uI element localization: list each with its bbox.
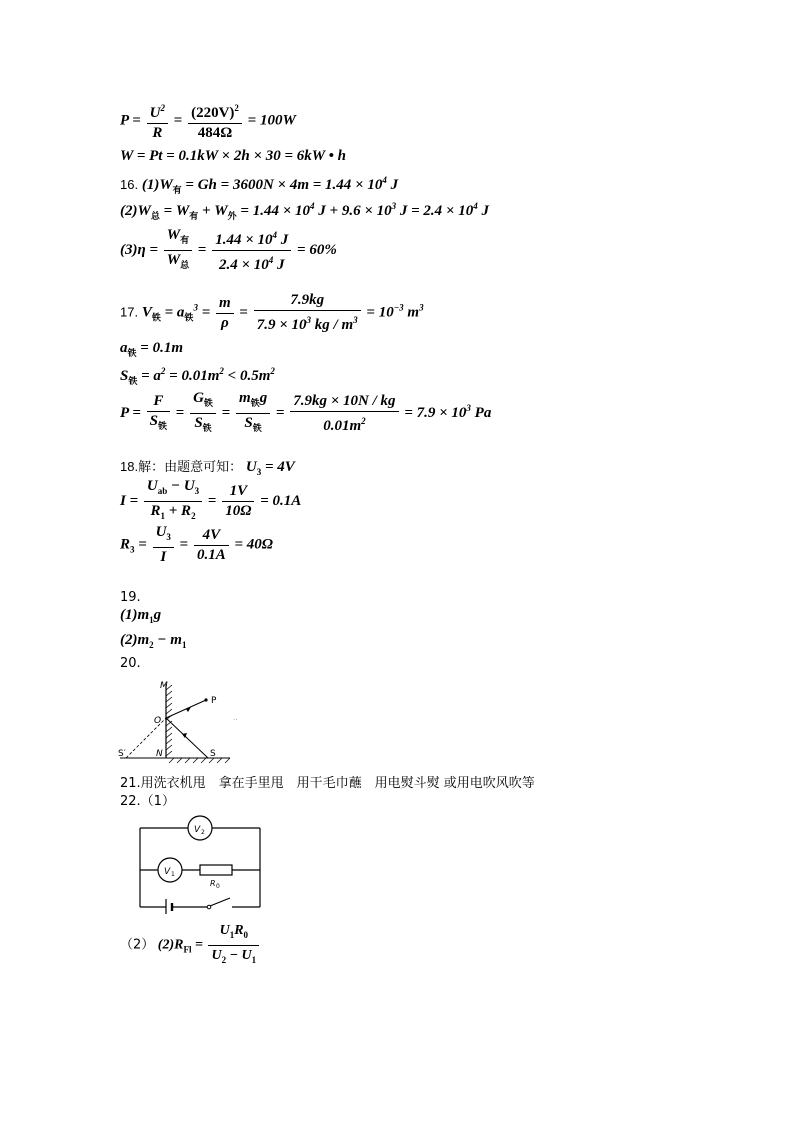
v2-sub: 2 <box>201 829 205 836</box>
circuit-diagram <box>136 814 266 914</box>
q19-line1: $(1)m_1g$ <box>120 607 162 625</box>
q17-line2: $a_铁 = 0.1m$ <box>120 340 183 358</box>
mirror-reflection-diagram <box>118 676 258 766</box>
fraction-current-formula: $\frac{U_{ab} - U_3}{R_1 + R_2}$ <box>144 478 202 525</box>
work-equation: W = Pt = 0.1kW × 2h × 30 = 6kW • h <box>120 148 346 164</box>
fraction-1v-over-10ohm: $\frac{1V}{10\Omega}$ <box>222 483 254 520</box>
fraction-u2-over-r: $\frac{U^2}{R}$ <box>147 100 168 142</box>
q19-line2: $(2)m_2 - m_1$ <box>120 632 187 650</box>
q17-line3: $S_铁 = a^2 = 0.01m^2 < 0.5m^2$ <box>120 366 275 386</box>
fraction-volume-values: $\frac{7.9kg}{7.9 \times 10^3 kg / m^3}$ <box>254 292 361 334</box>
fraction-efficiency-values: $\frac{1.44 \times 10^4 J}{2.4 \times 10^4 J}$ <box>212 227 291 274</box>
label-p: P <box>211 696 217 706</box>
power-equation: P = $\frac{U^2}{R}$ = $\frac{(220V)^2}{484\Omega}$ = 100W <box>120 100 296 142</box>
v1-sub: 1 <box>171 871 175 878</box>
q22-line2: （2） $(2)R_{Fl}$ = $\frac{U_1R_0}{U_2 - U_1}$ <box>120 922 261 969</box>
q18-line2: I = $\frac{U_{ab} - U_3}{R_1 + R_2}$ = $\frac{1V}{10\Omega}$ = 0.1A <box>120 478 301 525</box>
point-p <box>204 698 207 701</box>
q22-number: 22.（1） <box>120 794 175 809</box>
switch-lever <box>210 898 230 906</box>
q18-line1: 18.解：由题意可知： $U_3 = 4V$ <box>120 459 295 477</box>
label-n: N <box>156 749 163 759</box>
q16-line1: 16. $(1)W_有 = Gh = 3600N \times 4m = 1.44 \times 10^4$ J <box>120 175 399 195</box>
label-o: O <box>154 716 162 726</box>
q17-line4: P = $\frac{F}{S_铁}$ = $\frac{G_铁}{S_铁}$ = $\frac{m_铁g}{S_铁}$ = $\frac{7.9kg \times 10N / kg}{0.01m^2}$ = $7.9 \times 10^3$ Pa <box>120 390 491 437</box>
v1-label: V <box>164 867 171 877</box>
fraction-mg-over-s: $\frac{m_铁g}{S_铁}$ <box>236 390 270 437</box>
ground-hatching <box>169 758 230 763</box>
q18-line3: $R_3$ = $\frac{U_3}{I}$ = $\frac{4V}{0.1A}$ = 40Ω <box>120 524 273 565</box>
fraction-rfl-formula: $\frac{U_1R_0}{U_2 - U_1}$ <box>208 922 259 969</box>
fraction-u3-over-i: $\frac{U_3}{I}$ <box>153 524 174 566</box>
q19-number: 19. <box>120 590 141 605</box>
fraction-g-over-s: $\frac{G_铁}{S_铁}$ <box>190 390 216 437</box>
q16-line3: (3)η = $\frac{W_有}{W_总}$ = $\frac{1.44 \times 10^4 J}{2.4 \times 10^4 J}$ = 60% <box>120 227 337 273</box>
fraction-w-useful-over-w-total: $\frac{W_有}{W_总}$ <box>164 227 192 274</box>
r0-sub: 0 <box>216 883 220 890</box>
fraction-pressure-values: $\frac{7.9kg \times 10N / kg}{0.01m^2}$ <box>290 393 398 435</box>
label-m: M <box>160 681 168 691</box>
fraction-f-over-s: $\frac{F}{S_铁}$ <box>147 393 170 435</box>
fraction-220-over-484: $\frac{(220V)^2}{484\Omega}$ <box>188 100 242 142</box>
r0-label: R <box>210 879 216 888</box>
resistor-r0 <box>200 865 232 875</box>
q16-line2: $(2)W_总 = W_有 + W_外 = 1.44 \times 10^4$ $J + 9.6 \times 10^3$ $J = 2.4 \times 10^4$ J <box>120 201 489 221</box>
stray-dots: .. <box>233 714 238 722</box>
v2-label: V <box>194 825 201 835</box>
q21-answer: 21.用洗衣机甩 拿在手里甩 用干毛巾蘸 用电熨斗熨 或用电吹风吹等 <box>120 776 535 791</box>
label-s-prime: S′ <box>118 749 126 759</box>
q20-number: 20. <box>120 656 141 671</box>
fraction-4v-over-0.1a: $\frac{4V}{0.1A}$ <box>194 527 229 564</box>
label-s: S <box>210 749 216 759</box>
fraction-m-over-rho: $\frac{m}{\rho}$ <box>216 295 234 332</box>
incident-ray <box>166 718 208 758</box>
q17-line1: 17. $V_铁 = a_铁^3$ = $\frac{m}{\rho}$ = $\frac{7.9kg}{7.9 \times 10^3 kg / m^3}$ = $10^{-3}$ $m^3$ <box>120 292 424 333</box>
